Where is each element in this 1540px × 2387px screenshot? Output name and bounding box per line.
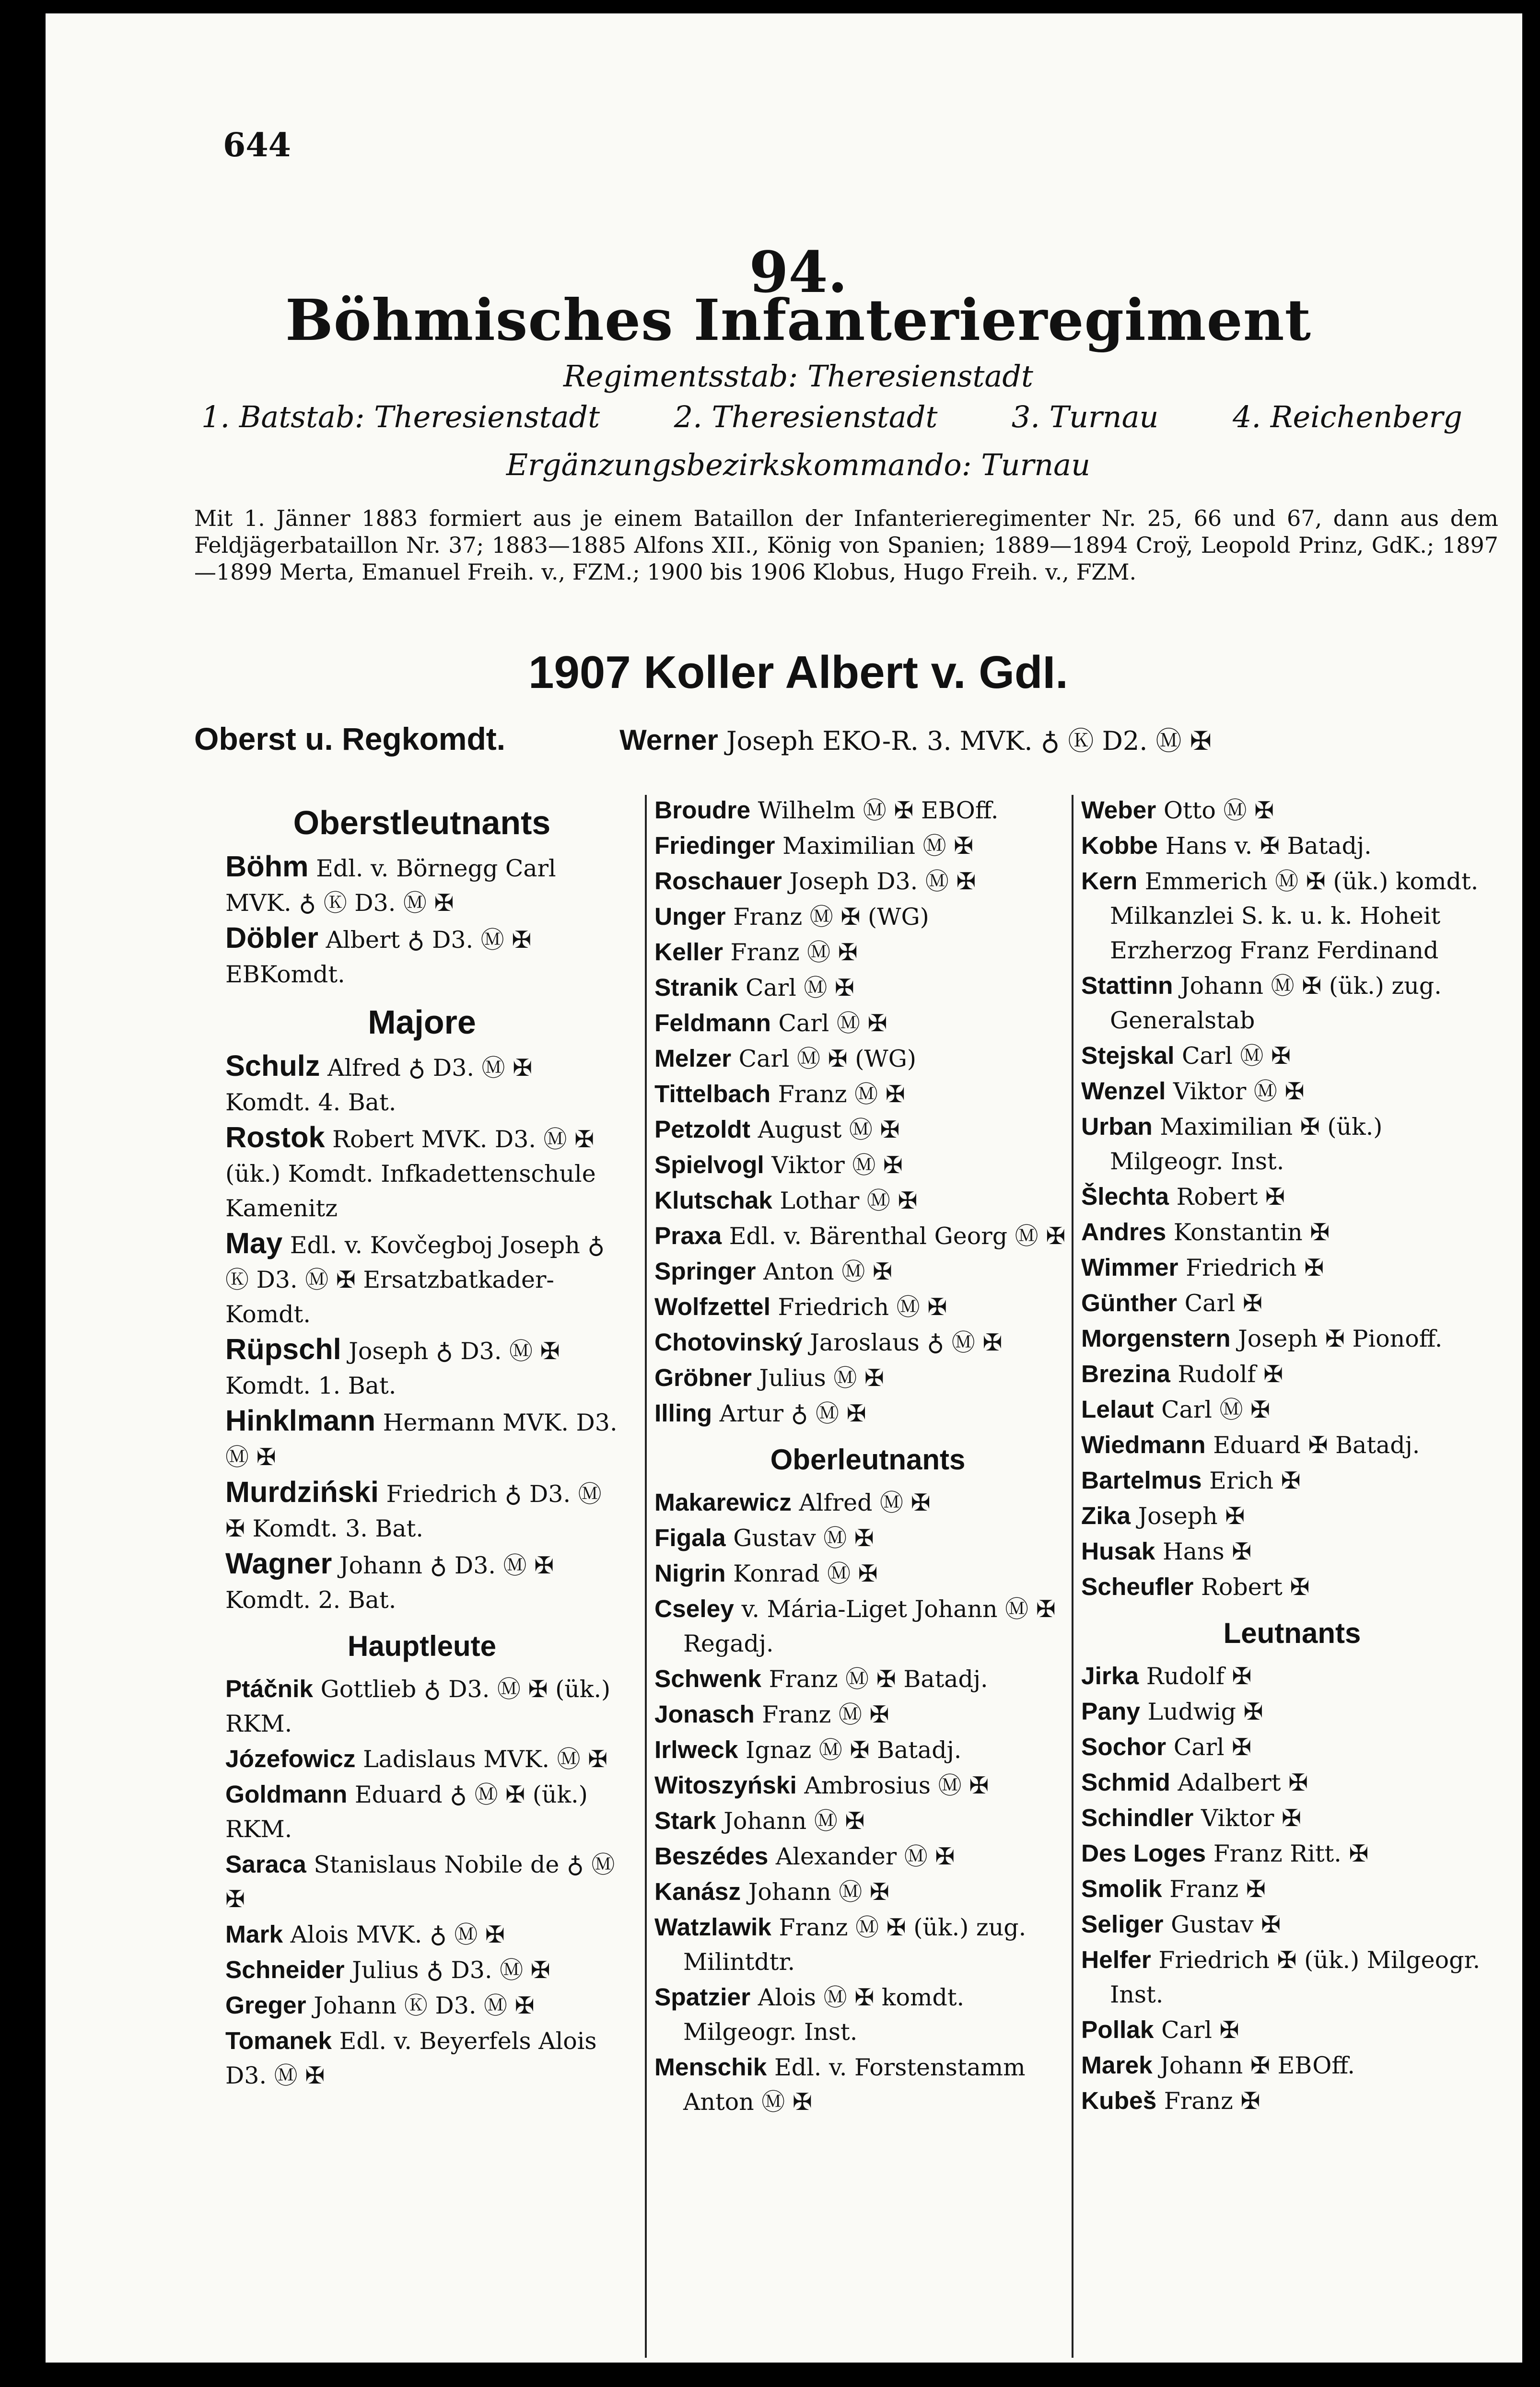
officer-entry [1081,2048,1503,2083]
officer-details: Franz Ⓜ ✠ (ük.) zug. Milintdtr. [683,1914,1027,1976]
officer-details: Julius ♁ D3. Ⓜ ✠ [352,1956,550,1984]
officer-details: Maximilian Ⓜ ✠ [782,832,974,860]
officer-surname: Kanász [654,1877,741,1905]
officer-details: Jaroslaus ♁ Ⓜ ✠ [810,1329,1003,1356]
officer-details: Friedrich Ⓜ ✠ [778,1293,947,1321]
officer-surname: Seliger [1081,1910,1164,1938]
officer-surname: Spatzier [654,1983,751,2011]
officer-entry [1081,1038,1503,1073]
officer-entry [654,1979,1081,2049]
oberst-row [194,721,1498,764]
officer-surname: Petzoldt [654,1115,751,1143]
officer-details: Alfred Ⓜ ✠ [799,1489,931,1516]
officer-surname: Andres [1081,1218,1167,1246]
officer-entry [225,1847,618,1917]
officer-details: Johann Ⓜ ✠ [748,1878,889,1906]
officer-details: Franz ✠ [1164,2087,1260,2115]
batstab-2: 2. Theresienstadt [674,399,938,434]
officer-surname: Mark [225,1920,283,1948]
officer-entry [654,1768,1081,1803]
officer-details: Edl. v. Börnegg Carl MVK. ♁ Ⓚ D3. Ⓜ ✠ [225,855,556,917]
batstab-4: 4. Reichenberg [1232,399,1462,434]
officer-surname: Pany [1081,1697,1140,1725]
officer-details: Hans v. ✠ Batadj. [1165,832,1372,860]
officer-details: Robert ✠ [1201,1573,1310,1601]
officer-surname: Cseley [654,1595,734,1622]
officer-surname: Menschik [654,2053,767,2081]
officer-entry [225,2023,618,2093]
officer-entry [654,792,1081,828]
officer-details: Edl. v. Beyerfels Alois D3. Ⓜ ✠ [225,2027,597,2089]
officer-surname: Rostok [225,1121,325,1153]
officer-surname: Friedinger [654,831,775,859]
officer-entry [225,920,618,992]
officer-entry [1081,1694,1503,1729]
officer-entry [654,1874,1081,1910]
officer-entry [654,1218,1081,1254]
officer-surname: Helfer [1081,1945,1151,1973]
officer-surname: Schindler [1081,1804,1194,1831]
officer-entry [225,1475,618,1546]
officer-surname: Roschauer [654,867,782,895]
officer-details: Julius Ⓜ ✠ [759,1364,884,1392]
officer-details: Alexander Ⓜ ✠ [775,1843,955,1870]
officer-entry [654,1076,1081,1112]
officer-surname: Tomanek [225,2026,332,2054]
regiment-title: Böhmisches Infanterieregiment [285,287,1312,353]
officer-surname: Bartelmus [1081,1466,1202,1494]
officer-entry [654,1289,1081,1325]
officer-details: Johann Ⓚ D3. Ⓜ ✠ [314,1992,535,2019]
batstab-1: 1. Batstab: Theresienstadt [201,399,600,434]
officer-entry [1081,1463,1503,1498]
officer-entry [654,1325,1081,1360]
officer-details: Viktor Ⓜ ✠ [771,1152,903,1179]
officer-details: Franz Ⓜ ✠ [778,1081,905,1108]
officer-entry [654,1485,1081,1520]
officer-surname: Józefowicz [225,1745,356,1772]
officer-details: Carl Ⓜ ✠ [1161,1396,1271,1423]
officer-entry [654,1839,1081,1874]
officer-surname: Praxa [654,1222,722,1249]
officer-surname: Stark [654,1806,716,1834]
officer-details: Edl. v. Forstenstamm Anton Ⓜ ✠ [683,2054,1026,2116]
officer-surname: Stranik [654,973,738,1001]
officer-entry [1081,1250,1503,1285]
document-page [46,13,1522,2363]
officer-details: Albert ♁ D3. Ⓜ ✠ EBKomdt. [225,926,532,988]
officer-surname: Watzlawik [654,1913,771,1941]
history-paragraph: Mit 1. Jänner 1883 formiert aus je einem Bataillon der Infanterieregimenter Nr. 25, 66 und 67, dann aus dem Feldjägerbataillon Nr. 37; 1883—1885 Alfons XII., König von Spanien; 1889—1894 Croÿ, Leopold Prinz, GdK.; 1897—1899 Merta, Emanuel Freih. v., FZM.; 1900 bis 1906 Klobus, Hugo Freih. v., FZM. [194,505,1498,585]
officer-entry [1081,1800,1503,1836]
officer-entry [1081,1658,1503,1694]
officer-details: Alois Ⓜ ✠ komdt. Milgeogr. Inst. [683,1984,965,2046]
officer-surname: Zika [1081,1502,1131,1529]
regiment-history [194,505,1498,585]
section-heading: Majore [368,1003,476,1041]
officer-surname: Goldmann [225,1780,348,1808]
page-number: 644 [223,126,291,164]
regiment-number: 94. [749,239,848,305]
officer-entry [1081,1073,1503,1109]
officer-entry [1081,1392,1503,1427]
officer-surname: Springer [654,1257,756,1285]
section-heading: Leutnants [1223,1617,1361,1649]
officer-details: Emmerich Ⓜ ✠ (ük.) komdt. Milkanzlei S. k. u. k. Hoheit Erzherzog Franz Ferdinand [1110,868,1479,964]
officer-details: Erich ✠ [1209,1467,1301,1494]
officer-surname: Scheufler [1081,1572,1194,1600]
officer-details: Konrad Ⓜ ✠ [733,1560,878,1587]
officer-details: Robert MVK. D3. Ⓜ ✠ (ük.) Komdt. Infkadettenschule Kamenitz [225,1126,596,1222]
officer-surname: Melzer [654,1044,732,1072]
officer-surname: Feldmann [654,1009,771,1036]
officer-surname: Wagner [225,1547,332,1580]
officer-surname: Sochor [1081,1733,1167,1760]
officer-entry [654,1183,1081,1218]
officer-entry [1081,1871,1503,1907]
officer-surname: Schmid [1081,1768,1170,1796]
officer-surname: Witoszyński [654,1771,797,1799]
officer-surname: Greger [225,1991,306,2019]
officer-details: Franz Ⓜ ✠ [762,1701,889,1728]
officer-details: Robert ✠ [1176,1183,1285,1211]
officer-details: Hans ✠ [1162,1538,1252,1565]
officer-surname: Jirka [1081,1662,1139,1689]
officer-surname: Wiedmann [1081,1431,1206,1458]
officer-details: Carl Ⓜ ✠ [778,1010,887,1037]
officer-entry [654,1041,1081,1076]
officer-entry [654,970,1081,1005]
officer-details: Joseph ♁ D3. Ⓜ ✠ Komdt. 1. Bat. [225,1338,560,1399]
officer-surname: Figala [654,1524,726,1551]
officer-entry [654,1556,1081,1591]
officer-details: Konstantin ✠ [1173,1219,1330,1246]
officer-surname: Murdziński [225,1476,379,1508]
officer-surname: Tittelbach [654,1080,770,1107]
officer-surname: Illing [654,1399,712,1427]
officer-surname: Hinklmann [225,1404,376,1437]
officer-surname: Brezina [1081,1360,1170,1387]
officer-details: Franz Ⓜ ✠ Batadj. [769,1665,988,1693]
officer-surname: Kubeš [1081,2086,1157,2114]
officer-entry [1081,1109,1503,1179]
officer-details: Eduard ✠ Batadj. [1213,1432,1420,1459]
officer-entry [1081,828,1503,863]
officer-details: Ladislaus MVK. Ⓜ ✠ [363,1746,608,1773]
officer-surname: Schwenk [654,1665,761,1692]
officer-entry [1081,792,1503,828]
officer-details: Edl. v. Kovčegboj Joseph ♁ Ⓚ D3. Ⓜ ✠ Ersatzbatkader-Komdt. [225,1232,605,1328]
officer-details: Joseph D3. Ⓜ ✠ [789,868,976,895]
officer-entry [1081,1729,1503,1765]
officer-surname: May [225,1227,283,1259]
officer-entry [1081,1569,1503,1605]
oberst-rank: Oberst u. Regkomdt. [194,721,506,757]
officer-entry [225,1777,618,1847]
officer-details: Edl. v. Bärenthal Georg Ⓜ ✠ [729,1223,1066,1250]
officer-surname: Gröbner [654,1363,752,1391]
regimentsstab-line: Regimentsstab: Theresienstadt [563,359,1033,394]
officer-entry [225,1671,618,1741]
officer-surname: Weber [1081,796,1156,824]
officer-entry [1081,1942,1503,2012]
roster-column-1 [225,792,618,2093]
officer-entry [654,1803,1081,1839]
officer-details: Franz Ⓜ ✠ (WG) [733,903,929,931]
roster-column-2 [654,792,1081,2119]
officer-details: Friedrich ✠ (ük.) Milgeogr. Inst. [1110,1946,1481,2008]
officer-details: Ignaz Ⓜ ✠ Batadj. [746,1736,962,1764]
officer-surname: Urban [1081,1112,1153,1140]
officer-details: Carl Ⓜ ✠ [745,974,854,1001]
officer-entry [654,1396,1081,1431]
ergaenzung-line: Ergänzungsbezirkskommando: Turnau [506,447,1091,482]
officer-entry [1081,1765,1503,1800]
officer-entry [1081,2012,1503,2048]
officer-entry [654,1254,1081,1289]
officer-surname: Wenzel [1081,1077,1166,1105]
officer-entry [654,2049,1081,2119]
officer-surname: Keller [654,938,723,966]
officer-entry [225,1988,618,2023]
officer-surname: Broudre [654,796,751,824]
officer-details: Eduard ♁ Ⓜ ✠ (ük.) RKM. [225,1781,588,1843]
officer-surname: Marek [1081,2051,1153,2079]
officer-details: Adalbert ✠ [1178,1769,1308,1796]
officer-details: Stanislaus Nobile de ♁ Ⓜ ✠ [225,1851,615,1913]
officer-entry [654,1591,1081,1661]
officer-surname: Beszédes [654,1842,769,1870]
officer-surname: Unger [654,902,726,930]
officer-entry [225,1952,618,1988]
officer-details: Joseph ✠ [1138,1502,1245,1530]
officer-details: v. Mária-Liget Johann Ⓜ ✠ Regadj. [683,1595,1056,1657]
roster-column-3 [1081,792,1503,2119]
officer-entry [1081,1179,1503,1214]
officer-entry [654,899,1081,934]
officer-entry [225,1546,618,1618]
batstab-line [201,399,1462,434]
officer-entry [1081,1356,1503,1392]
oberst-details: Joseph EKO-R. 3. MVK. ♁ Ⓚ D2. Ⓜ ✠ [726,726,1212,756]
officer-details: Lothar Ⓜ ✠ [780,1187,918,1214]
officer-entry [1081,1836,1503,1871]
section-heading: Hauptleute [347,1630,497,1662]
officer-entry [1081,2083,1503,2119]
officer-details: Gustav Ⓜ ✠ [733,1525,874,1552]
officer-details: Joseph ✠ Pionoff. [1238,1325,1443,1352]
officer-surname: Jonasch [654,1700,755,1728]
officer-details: Carl ✠ [1161,2016,1239,2044]
officer-details: Anton Ⓜ ✠ [763,1258,892,1285]
officer-details: Viktor ✠ [1201,1805,1302,1832]
officer-details: August Ⓜ ✠ [758,1116,900,1143]
officer-surname: Ptáčnik [225,1675,313,1702]
officer-entry [1081,1534,1503,1569]
officer-details: Artur ♁ Ⓜ ✠ [719,1400,866,1427]
officer-surname: Nigrin [654,1559,726,1587]
officer-details: Franz ✠ [1169,1875,1266,1903]
officer-entry [1081,1321,1503,1356]
officer-surname: Stejskal [1081,1041,1175,1069]
officer-details: Viktor Ⓜ ✠ [1173,1078,1305,1105]
officer-details: Alfred ♁ D3. Ⓜ ✠ Komdt. 4. Bat. [225,1054,533,1116]
section-heading: Oberstleutnants [293,804,551,841]
officer-entry [1081,1907,1503,1942]
officer-entry [225,1120,618,1226]
officer-surname: Günther [1081,1289,1178,1316]
batstab-3: 3. Turnau [1011,399,1159,434]
officer-entry [1081,1285,1503,1321]
officer-surname: Smolik [1081,1875,1162,1902]
officer-entry [654,934,1081,970]
officer-entry [654,1005,1081,1041]
officer-entry [654,863,1081,899]
officer-entry [654,1697,1081,1732]
officer-details: Hermann MVK. D3. Ⓜ ✠ [225,1409,618,1471]
officer-details: Ambrosius Ⓜ ✠ [804,1772,989,1799]
officer-entry [654,1732,1081,1768]
officer-surname: Kobbe [1081,831,1158,859]
officer-surname: Wolfzettel [654,1292,770,1320]
officer-surname: Lelaut [1081,1395,1154,1423]
officer-surname: Schneider [225,1956,345,1983]
officer-details: Johann Ⓜ ✠ (ük.) zug. Generalstab [1110,972,1442,1034]
officer-details: Johann Ⓜ ✠ [723,1807,865,1835]
officer-surname: Morgenstern [1081,1324,1231,1352]
officer-details: Franz Ritt. ✠ [1213,1840,1369,1867]
section-heading: Oberleutnants [770,1444,966,1476]
officer-entry [1081,1498,1503,1534]
officer-details: Carl Ⓜ ✠ [1182,1042,1291,1070]
officer-entry [225,1917,618,1952]
officer-surname: Husak [1081,1537,1155,1565]
officer-details: Ludwig ✠ [1147,1698,1263,1725]
officer-entry [225,1403,618,1475]
officer-entry [654,1910,1081,1979]
officer-details: Carl Ⓜ ✠ (WG) [738,1045,916,1072]
officer-entry [225,1048,618,1120]
officer-entry [225,1741,618,1777]
officer-details: Maximilian ✠ (ük.) Milgeogr. Inst. [1110,1113,1383,1175]
officer-entry [654,828,1081,863]
officer-details: Otto Ⓜ ✠ [1163,797,1274,824]
officer-surname: Döbler [225,921,318,954]
officer-surname: Wimmer [1081,1253,1178,1281]
officer-entry [1081,863,1503,968]
officer-details: Johann ♁ D3. Ⓜ ✠ Komdt. 2. Bat. [225,1552,554,1614]
officer-entry [654,1661,1081,1697]
officer-entry [225,1226,618,1332]
column-divider-1 [645,795,647,2358]
officer-details: Wilhelm Ⓜ ✠ EBOff. [758,797,999,824]
officer-surname: Stattinn [1081,971,1173,999]
officer-entry [1081,1427,1503,1463]
officer-surname: Schulz [225,1049,320,1082]
officer-surname: Böhm [225,850,309,883]
officer-surname: Chotovinský [654,1328,803,1356]
officer-entry [654,1360,1081,1396]
officer-details: Franz Ⓜ ✠ [730,939,858,966]
officer-details: Friedrich ✠ [1186,1254,1324,1281]
officer-surname: Kern [1081,867,1138,895]
officer-surname: Spielvogl [654,1151,764,1178]
officer-details: Carl ✠ [1184,1290,1263,1317]
officer-entry [654,1112,1081,1147]
officer-entry [1081,968,1503,1038]
officer-details: Carl ✠ [1173,1734,1252,1761]
officer-surname: Saraca [225,1850,306,1878]
officer-details: Gustav ✠ [1171,1911,1281,1938]
officer-surname: Šlechta [1081,1182,1169,1210]
officer-surname: Makarewicz [654,1488,792,1516]
inhaber-line: 1907 Koller Albert v. GdI. [528,647,1068,698]
officer-details: Rudolf ✠ [1146,1663,1252,1690]
officer-details: Alois MVK. ♁ Ⓜ ✠ [290,1921,505,1948]
officer-entry [1081,1214,1503,1250]
officer-surname: Des Loges [1081,1839,1206,1867]
officer-entry [225,1332,618,1403]
officer-details: Friedrich ♁ D3. Ⓜ ✠ Komdt. 3. Bat. [225,1480,602,1542]
officer-entry [654,1520,1081,1556]
oberst-surname: Werner [619,724,718,756]
officer-surname: Irlweck [654,1735,738,1763]
officer-details: Johann ✠ EBOff. [1160,2052,1355,2079]
officer-entry [654,1147,1081,1183]
officer-entry [225,849,618,920]
officer-surname: Rüpschl [225,1333,341,1365]
officer-surname: Pollak [1081,2015,1154,2043]
officer-surname: Klutschak [654,1186,772,1214]
officer-details: Gottlieb ♁ D3. Ⓜ ✠ (ük.) RKM. [225,1676,611,1737]
officer-details: Rudolf ✠ [1178,1361,1283,1388]
